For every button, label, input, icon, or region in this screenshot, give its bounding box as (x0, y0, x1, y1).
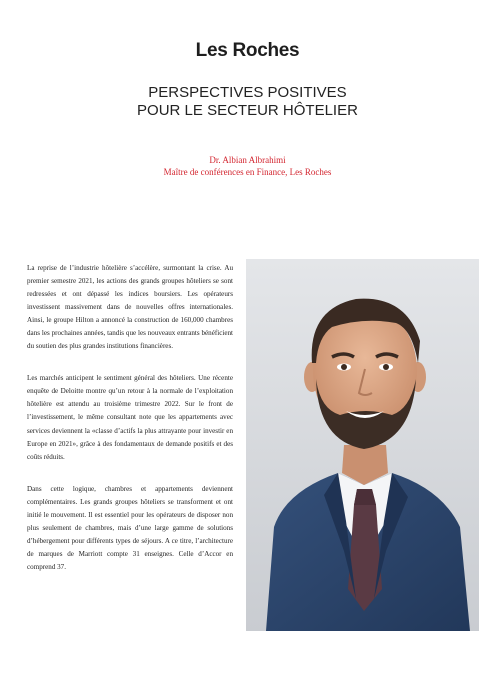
portrait-illustration (246, 259, 479, 631)
title-line-1: PERSPECTIVES POSITIVES (148, 84, 347, 101)
author-portrait-photo (246, 259, 479, 631)
article-title (0, 84, 495, 120)
title-line-2: POUR LE SECTEUR HÔTELIER (137, 102, 358, 119)
author-name: Dr. Albian Albrahimi (209, 155, 286, 165)
les-roches-logo: Les Roches (195, 40, 300, 61)
author-byline (0, 154, 495, 178)
paragraph-2: Les marchés anticipent le sentiment général des hôteliers. Une récente enquête de Deloitte montre qu’un retour à la normale de l’exploitation hôtelière est attendu au troisième trimestre 2022. Sur le front de l’investissement, le même consultant note que les appartements avec services deviennent la «classe d’actifs la plus attrayante pour investir en Europe en 2021», grâce à des fondamentaux de demande positifs et des coûts réduits. (27, 374, 233, 461)
paragraph-1: La reprise de l’industrie hôtelière s’accélère, surmontant la crise. Au premier semestre 2021, les actions des grands groupes hôteliers se sont redressées et ont dépassé les indices boursiers. Les opérateurs investissent massivement dans de nouvelles offres internationales. Ainsi, le groupe Hilton a annoncé la construction de 160,000 chambres dans les prochaines années, tandis que les nouveaux entrants bénéficient du soutien des plus grandes institutions financières. (27, 264, 233, 351)
paragraph-3: Dans cette logique, chambres et appartements deviennent complémentaires. Les grands groupes hôteliers se transforment et ont initié le mouvement. Il est essentiel pour les opérateurs de disposer non plus seulement de chambres, mais d’une large gamme de solutions d’hébergement pour différents types de séjours. A ce titre, l’architecture de marques de Marriott compte 31 enseignes. Celle d’Accor en comprend 37. (27, 484, 233, 571)
article-body (27, 262, 233, 593)
author-role: Maître de conférences en Finance, Les Roches (163, 167, 332, 177)
